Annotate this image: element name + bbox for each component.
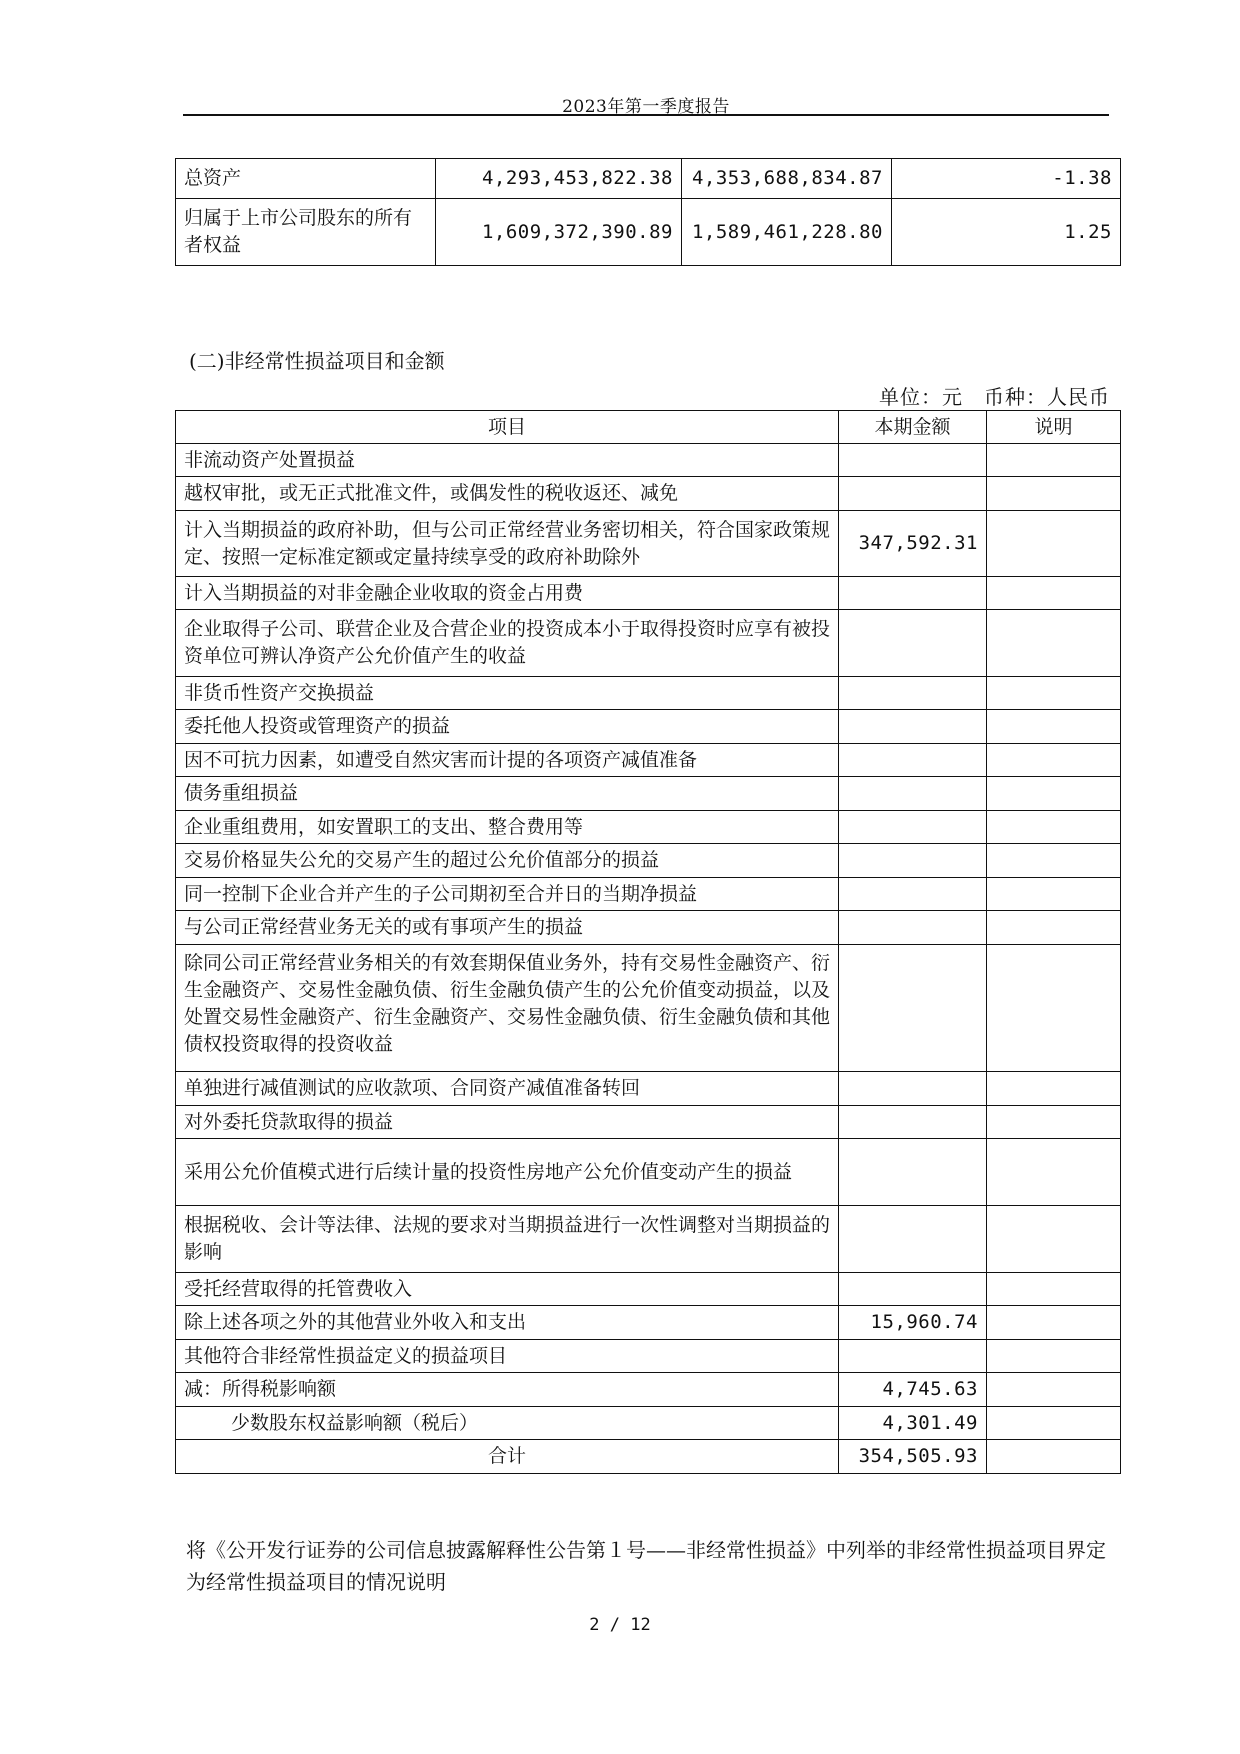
table-row — [176, 1373, 1121, 1407]
note-cell — [987, 610, 1121, 677]
total-label: 合计 — [176, 1440, 839, 1474]
balance-summary-table — [175, 158, 1121, 266]
amount-cell: 4,745.63 — [839, 1373, 987, 1407]
item-cell: 采用公允价值模式进行后续计量的投资性房地产公允价值变动产生的损益 — [176, 1139, 839, 1206]
item-cell: 受托经营取得的托管费收入 — [176, 1273, 839, 1306]
table-row — [176, 1273, 1121, 1306]
table-row — [176, 444, 1121, 477]
amount-cell: 347,592.31 — [839, 511, 987, 577]
item-cell: 对外委托贷款取得的损益 — [176, 1106, 839, 1139]
note-cell — [987, 444, 1121, 477]
amount-cell — [839, 744, 987, 777]
amount-cell — [839, 1273, 987, 1306]
note-cell — [987, 1273, 1121, 1306]
item-cell: 减：所得税影响额 — [176, 1373, 839, 1407]
note-cell — [987, 744, 1121, 777]
change-value: 1.25 — [892, 199, 1121, 266]
total-row — [176, 1440, 1121, 1474]
item-cell: 交易价格显失公允的交易产生的超过公允价值部分的损益 — [176, 844, 839, 878]
note-cell — [987, 677, 1121, 710]
amount-cell — [839, 577, 987, 610]
table-row — [176, 945, 1121, 1072]
note-cell — [987, 1306, 1121, 1340]
item-cell: 与公司正常经营业务无关的或有事项产生的损益 — [176, 911, 839, 945]
item-cell: 单独进行减值测试的应收款项、合同资产减值准备转回 — [176, 1072, 839, 1106]
note-cell — [987, 1072, 1121, 1106]
item-cell: 同一控制下企业合并产生的子公司期初至合并日的当期净损益 — [176, 878, 839, 911]
amount-cell: 4,301.49 — [839, 1407, 987, 1440]
table-row — [176, 1407, 1121, 1440]
note-cell — [987, 1373, 1121, 1407]
amount-cell — [839, 945, 987, 1072]
note-cell — [987, 1407, 1121, 1440]
prior-value: 4,353,688,834.87 — [682, 159, 892, 199]
total-amount: 354,505.93 — [839, 1440, 987, 1474]
table-row — [176, 610, 1121, 677]
item-cell: 非货币性资产交换损益 — [176, 677, 839, 710]
note-cell — [987, 710, 1121, 744]
note-cell — [987, 911, 1121, 945]
amount-cell — [839, 811, 987, 844]
table-row — [176, 878, 1121, 911]
item-cell: 债务重组损益 — [176, 777, 839, 811]
table-row — [176, 677, 1121, 710]
table-row — [176, 511, 1121, 577]
item-cell: 其他符合非经常性损益定义的损益项目 — [176, 1340, 839, 1373]
note-cell — [987, 1106, 1121, 1139]
change-value: -1.38 — [892, 159, 1121, 199]
table-row — [176, 777, 1121, 811]
item-cell: 少数股东权益影响额（税后） — [176, 1407, 839, 1440]
table-row — [176, 1106, 1121, 1139]
table-row — [176, 744, 1121, 777]
table-row — [176, 1306, 1121, 1340]
table-row — [176, 1072, 1121, 1106]
total-note — [987, 1440, 1121, 1474]
table-row — [176, 199, 1121, 266]
item-cell: 除上述各项之外的其他营业外收入和支出 — [176, 1306, 839, 1340]
amount-cell — [839, 878, 987, 911]
note-cell — [987, 1139, 1121, 1206]
currency-unit: 单位：元 币种：人民币 — [879, 385, 1110, 409]
amount-cell — [839, 1340, 987, 1373]
table-row — [176, 1139, 1121, 1206]
amount-cell — [839, 911, 987, 945]
table-row — [176, 710, 1121, 744]
header-item: 项目 — [176, 411, 839, 444]
table-row — [176, 844, 1121, 878]
header-amount: 本期金额 — [839, 411, 987, 444]
note-cell — [987, 777, 1121, 811]
table-row — [176, 811, 1121, 844]
amount-cell — [839, 777, 987, 811]
note-cell — [987, 844, 1121, 878]
amount-cell — [839, 610, 987, 677]
section-title: (二)非经常性损益项目和金额 — [189, 349, 445, 373]
note-cell — [987, 477, 1121, 511]
page-header: 2023年第一季度报告 — [562, 97, 730, 117]
current-value: 4,293,453,822.38 — [436, 159, 682, 199]
header-note: 说明 — [987, 411, 1121, 444]
item-cell: 除同公司正常经营业务相关的有效套期保值业务外，持有交易性金融资产、衍生金融资产、交易性金融负债、衍生金融负债产生的公允价值变动损益，以及处置交易性金融资产、衍生金融资产、交易性金融负债、衍生金融负债和其他债权投资取得的投资收益 — [176, 945, 839, 1072]
amount-cell — [839, 844, 987, 878]
note-cell — [987, 1206, 1121, 1273]
item-cell: 企业取得子公司、联营企业及合营企业的投资成本小于取得投资时应享有被投资单位可辨认净资产公允价值产生的收益 — [176, 610, 839, 677]
table-header-row — [176, 411, 1121, 444]
amount-cell — [839, 444, 987, 477]
amount-cell — [839, 1106, 987, 1139]
current-value: 1,609,372,390.89 — [436, 199, 682, 266]
amount-cell: 15,960.74 — [839, 1306, 987, 1340]
note-cell — [987, 1340, 1121, 1373]
table-row — [176, 1340, 1121, 1373]
amount-cell — [839, 710, 987, 744]
page-number: 2 / 12 — [589, 1615, 651, 1635]
explanatory-note: 将《公开发行证券的公司信息披露解释性公告第１号——非经常性损益》中列举的非经常性损益项目界定为经常性损益项目的情况说明 — [186, 1538, 1106, 1594]
item-cell: 因不可抗力因素，如遭受自然灾害而计提的各项资产减值准备 — [176, 744, 839, 777]
item-cell: 委托他人投资或管理资产的损益 — [176, 710, 839, 744]
non-recurring-items-table — [175, 410, 1121, 1474]
item-cell: 越权审批，或无正式批准文件，或偶发性的税收返还、减免 — [176, 477, 839, 511]
table-row — [176, 477, 1121, 511]
note-cell — [987, 811, 1121, 844]
table-row — [176, 577, 1121, 610]
note-cell — [987, 577, 1121, 610]
row-label: 归属于上市公司股东的所有者权益 — [176, 199, 436, 266]
table-row — [176, 159, 1121, 199]
note-cell — [987, 945, 1121, 1072]
note-cell — [987, 511, 1121, 577]
prior-value: 1,589,461,228.80 — [682, 199, 892, 266]
header-rule — [183, 114, 1109, 116]
note-cell — [987, 878, 1121, 911]
item-cell: 企业重组费用，如安置职工的支出、整合费用等 — [176, 811, 839, 844]
amount-cell — [839, 677, 987, 710]
amount-cell — [839, 1072, 987, 1106]
row-label: 总资产 — [176, 159, 436, 199]
amount-cell — [839, 1206, 987, 1273]
item-cell: 非流动资产处置损益 — [176, 444, 839, 477]
amount-cell — [839, 477, 987, 511]
item-cell: 根据税收、会计等法律、法规的要求对当期损益进行一次性调整对当期损益的影响 — [176, 1206, 839, 1273]
item-cell: 计入当期损益的政府补助，但与公司正常经营业务密切相关，符合国家政策规定、按照一定标准定额或定量持续享受的政府补助除外 — [176, 511, 839, 577]
item-cell: 计入当期损益的对非金融企业收取的资金占用费 — [176, 577, 839, 610]
table-row — [176, 911, 1121, 945]
table-row — [176, 1206, 1121, 1273]
amount-cell — [839, 1139, 987, 1206]
